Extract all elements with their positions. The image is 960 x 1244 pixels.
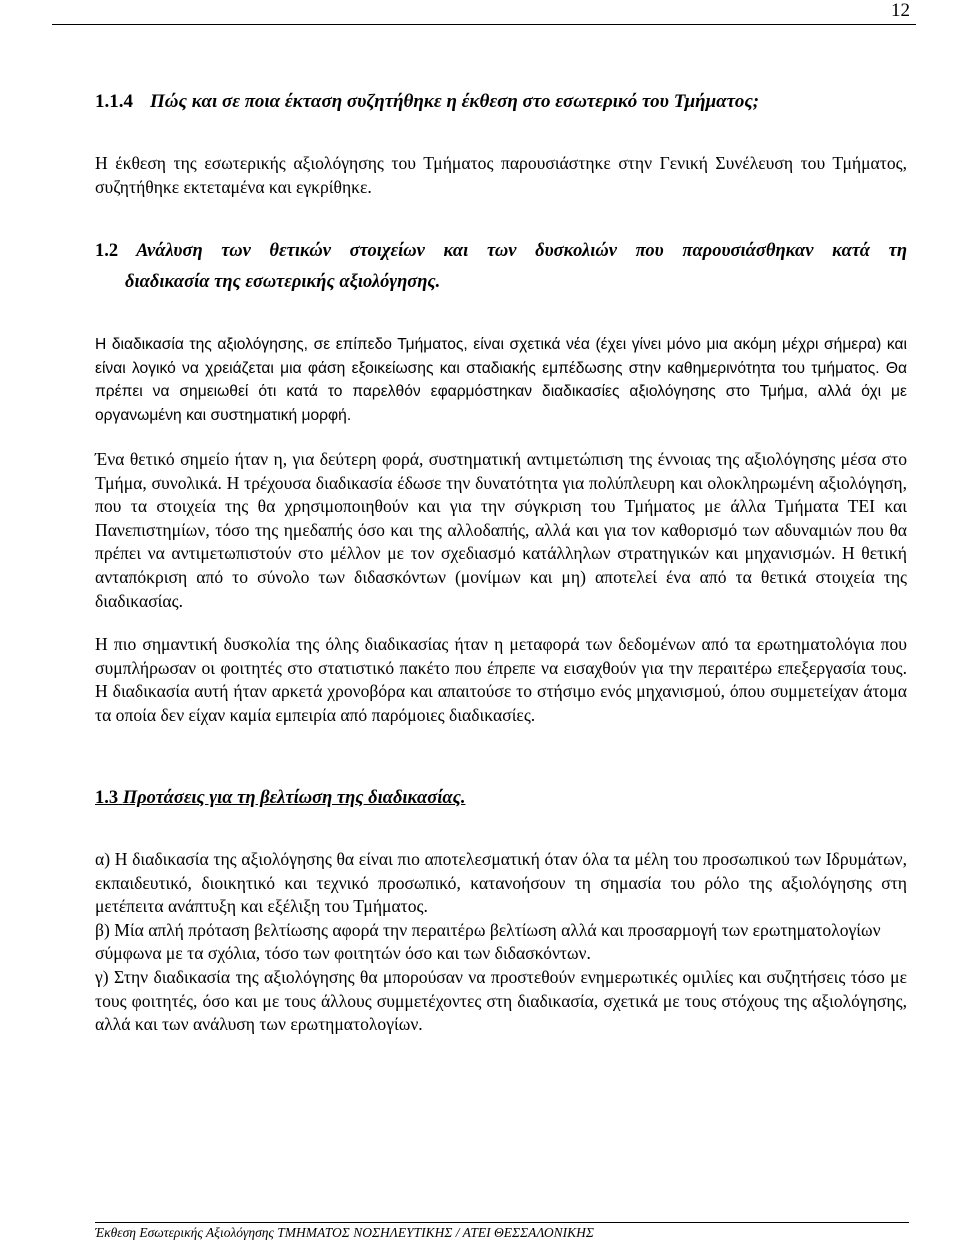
list-item: β) Μία απλή πρόταση βελτίωσης αφορά την περαιτέρω βελτίωση αλλά και προσαρμογή των ερωτηματολογίων σύμφωνα με τα σχόλια, τόσο των φοιτητών όσο και των διδασκόντων. xyxy=(95,919,881,964)
section-1-2-heading xyxy=(95,232,907,270)
section-number: 1.2 xyxy=(95,241,119,261)
section-1-2-paragraph: Η διαδικασία της αξιολόγησης, σε επίπεδο Τμήματος, είναι σχετικά νέα (έχει γίνει μόνο μια ακόμη μέχρι σήμερα) και είναι λογικό να χρειάζεται μια φάση εξοικείωσης και σταδιακής εμπέδωσης στην καθημερινότητα του τμήματος. Θα πρέπει να σημειωθεί ότι κατά το παρελθόν εφαρμόστηκαν διαδικασίες αξιολόγησης στο Τμήμα, αλλά όχι με οργανωμένη και συστηματική μορφή. xyxy=(95,336,907,424)
section-title-line1: Ανάλυση των θετικών στοιχείων και των δυσκολιών που παρουσιάσθηκαν κατά τη xyxy=(136,241,907,261)
section-title: Πώς και σε ποια έκταση συζητήθηκε η έκθεση στο εσωτερικό του Τμήματος; xyxy=(150,91,760,112)
section-1-3-heading xyxy=(95,786,465,810)
section-number: 1.1.4 xyxy=(95,91,133,112)
section-1-2-heading-line2: διαδικασία της εσωτερικής αξιολόγησης. xyxy=(125,272,441,292)
section-1-2-paragraph: Ένα θετικό σημείο ήταν η, για δεύτερη φορά, συστηματική αντιμετώπιση της έννοιας της αξιολόγησης μέσα στο Τμήμα, συνολικά. Η τρέχουσα διαδικασία έδωσε την δυνατότητα για πολύπλευρη και ολοκληρωμένη αξιολόγηση, που τα στοιχεία της θα χρησιμοποιηθούν και για την σύγκριση του Τμήματος με άλλα Τμήματα ΤΕΙ και Πανεπιστημίων, τόσο της ημεδαπής όσο και της αλλοδαπής, αλλά και για τον καθορισμό των αδυναμιών που θα πρέπει να αντιμετωπιστούν στο μέλλον με τον σχεδιασμό κατάλληλων στρατηγικών και μηχανισμών. Η θετική ανταπόκριση από το σύνολο των διδασκόντων (μονίμων και μη) αποτελεί ένα από τα θετικά στοιχεία της διαδικασίας. xyxy=(95,449,907,611)
section-1-2-paragraph: Η πιο σημαντική δυσκολία της όλης διαδικασίας ήταν η μεταφορά των δεδομένων από τα ερωτηματολόγια που συμπλήρωσαν οι φοιτητές στο στατιστικό πακέτο που έπρεπε να εισαχθούν για την περαιτέρω επεξεργασία τους. Η διαδικασία αυτή ήταν αρκετά χρονοβόρα και απαιτούσε το στήσιμο ενός μηχανισμού, όπου συμμετείχαν άτομα τα οποία δεν είχαν καμία εμπειρία από παρόμοιες διαδικασίες. xyxy=(95,634,907,725)
section-number: 1.3 xyxy=(95,788,119,808)
list-item: α) Η διαδικασία της αξιολόγησης θα είναι πιο αποτελεσματική όταν όλα τα μέλη του προσωπικού των Ιδρυμάτων, εκπαιδευτικό, διοικητικό και τεχνικό προσωπικό, κατανοήσουν τη σημασία του ρόλο της αξιολόγησης στη μετέπειτα ανάπτυξη και εξέλιξη του Τμήματος. xyxy=(95,849,907,917)
section-1-1-4-body: Η έκθεση της εσωτερικής αξιολόγησης του Τμήματος παρουσιάστηκε στην Γενική Συνέλευση του Τμήματος, συζητήθηκε εκτεταμένα και εγκρίθηκε. xyxy=(95,153,907,197)
proposals-list xyxy=(95,848,907,1037)
header-rule xyxy=(52,24,916,25)
page-footer: Έκθεση Εσωτερικής Αξιολόγησης ΤΜΗΜΑΤΟΣ ΝΟΣΗΛΕΥΤΙΚΗΣ / ΑΤΕΙ ΘΕΣΣΑΛΟΝΙΚΗΣ xyxy=(95,1225,594,1240)
page-number: 12 xyxy=(891,0,910,21)
section-title: Προτάσεις για τη βελτίωση της διαδικασίας. xyxy=(122,788,466,808)
section-1-1-4-heading xyxy=(95,90,907,114)
footer-rule xyxy=(95,1222,909,1223)
list-item: γ) Στην διαδικασία της αξιολόγησης θα μπορούσαν να προστεθούν ενημερωτικές ομιλίες και συζητήσεις τόσο με τους φοιτητές, όσο και με τους άλλους συμμετέχοντες στη διαδικασία, σχετικά με τους στόχους της αξιολόγησης, αλλά και των ανάλυση των ερωτηματολογίων. xyxy=(95,966,907,1035)
